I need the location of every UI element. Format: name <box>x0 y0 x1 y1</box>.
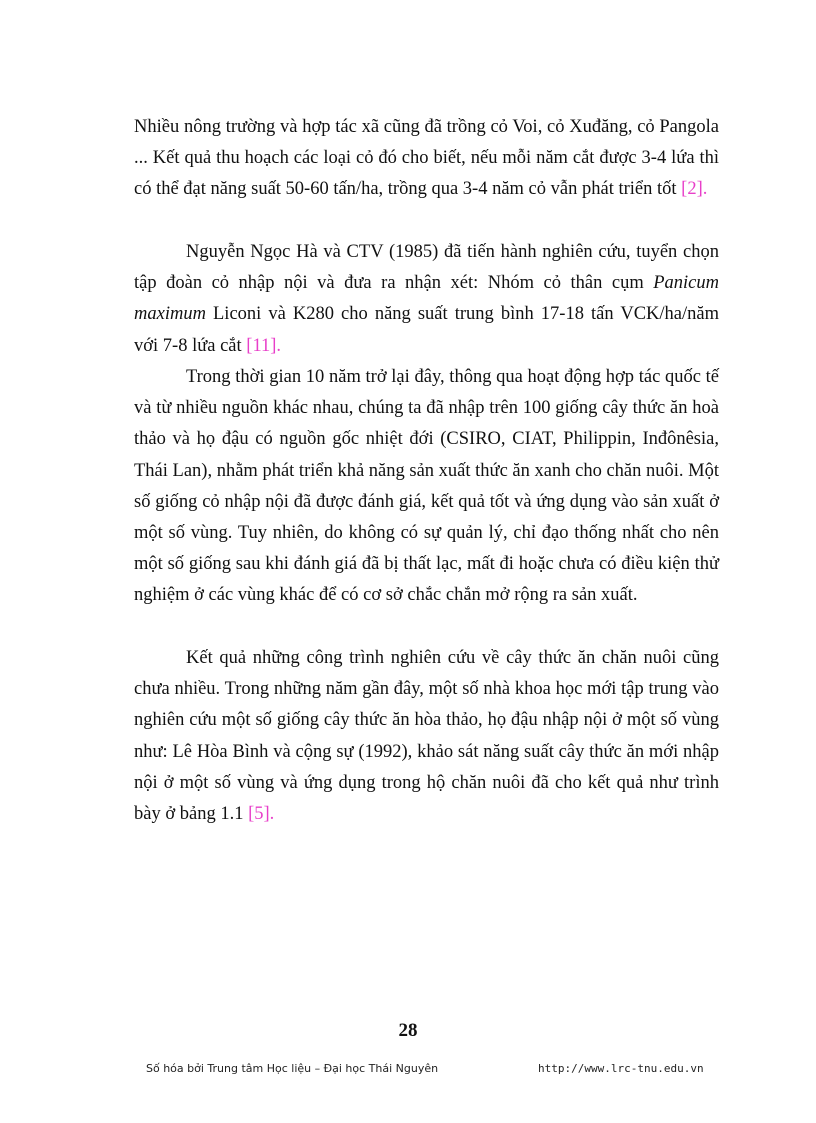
citation-2: [2]. <box>681 179 708 200</box>
paragraph-1 <box>134 112 719 206</box>
paragraph-2 <box>134 237 719 362</box>
paragraph-4 <box>134 643 719 830</box>
paragraph-4-text: Kết quả những công trình nghiên cứu về cây thức ăn chăn nuôi cũng chưa nhiều. Trong những năm gần đây, một số nhà khoa học mới tập trung vào nghiên cứu một số giống cây thức ăn hòa thảo, họ đậu nhập nội ở một số vùng như: Lê Hòa Bình và cộng sự (1992), khảo sát năng suất cây thức ăn mới nhập nội ở một số vùng và ứng dụng trong hộ chăn nuôi đã cho kết quả như trình bày ở bảng 1.1 <box>134 648 719 825</box>
paragraph-1-text: Nhiều nông trường và hợp tác xã cũng đã trồng cỏ Voi, cỏ Xuđăng, cỏ Pangola ... Kết quả thu hoạch các loại cỏ đó cho biết, nếu mỗi năm cắt được 3-4 lứa thì có thể đạt năng suất 50-60 tấn/ha, trồng qua 3-4 năm cỏ vẫn phát triển tốt <box>134 117 719 200</box>
footer-url: http://www.lrc-tnu.edu.vn <box>538 1062 704 1075</box>
paragraph-2-text-start: Nguyễn Ngọc Hà và CTV (1985) đã tiến hành nghiên cứu, tuyển chọn tập đoàn cỏ nhập nội và đưa ra nhận xét: Nhóm cỏ thân cụm <box>134 242 719 294</box>
species-name: Panicum maximum <box>134 273 719 325</box>
paragraph-2-text-end: Liconi và K280 cho năng suất trung bình 17-18 tấn VCK/ha/năm với 7-8 lứa cắt <box>134 304 719 356</box>
paragraph-3: Trong thời gian 10 năm trở lại đây, thông qua hoạt động hợp tác quốc tế và từ nhiều nguồn khác nhau, chúng ta đã nhập trên 100 giống cây thức ăn hoà thảo và họ đậu có nguồn gốc nhiệt đới (CSIRO, CIAT, Philippin, Inđônêsia, Thái Lan), nhằm phát triển khả năng sản xuất thức ăn xanh cho chăn nuôi. Một số giống cỏ nhập nội đã được đánh giá, kết quả tốt và ứng dụng vào sản xuất ở một số vùng. Tuy nhiên, do không có sự quản lý, chỉ đạo thống nhất cho nên một số giống sau khi đánh giá đã bị thất lạc, mất đi hoặc chưa có điều kiện thử nghiệm ở các vùng khác để có cơ sở chắc chắn mở rộng ra sản xuất. <box>134 367 719 606</box>
citation-5: [5]. <box>248 804 275 825</box>
citation-11: [11]. <box>246 335 282 356</box>
page-number: 28 <box>398 1020 418 1041</box>
footer-source: Số hóa bởi Trung tâm Học liệu – Đại học Thái Nguyên <box>146 1062 439 1075</box>
